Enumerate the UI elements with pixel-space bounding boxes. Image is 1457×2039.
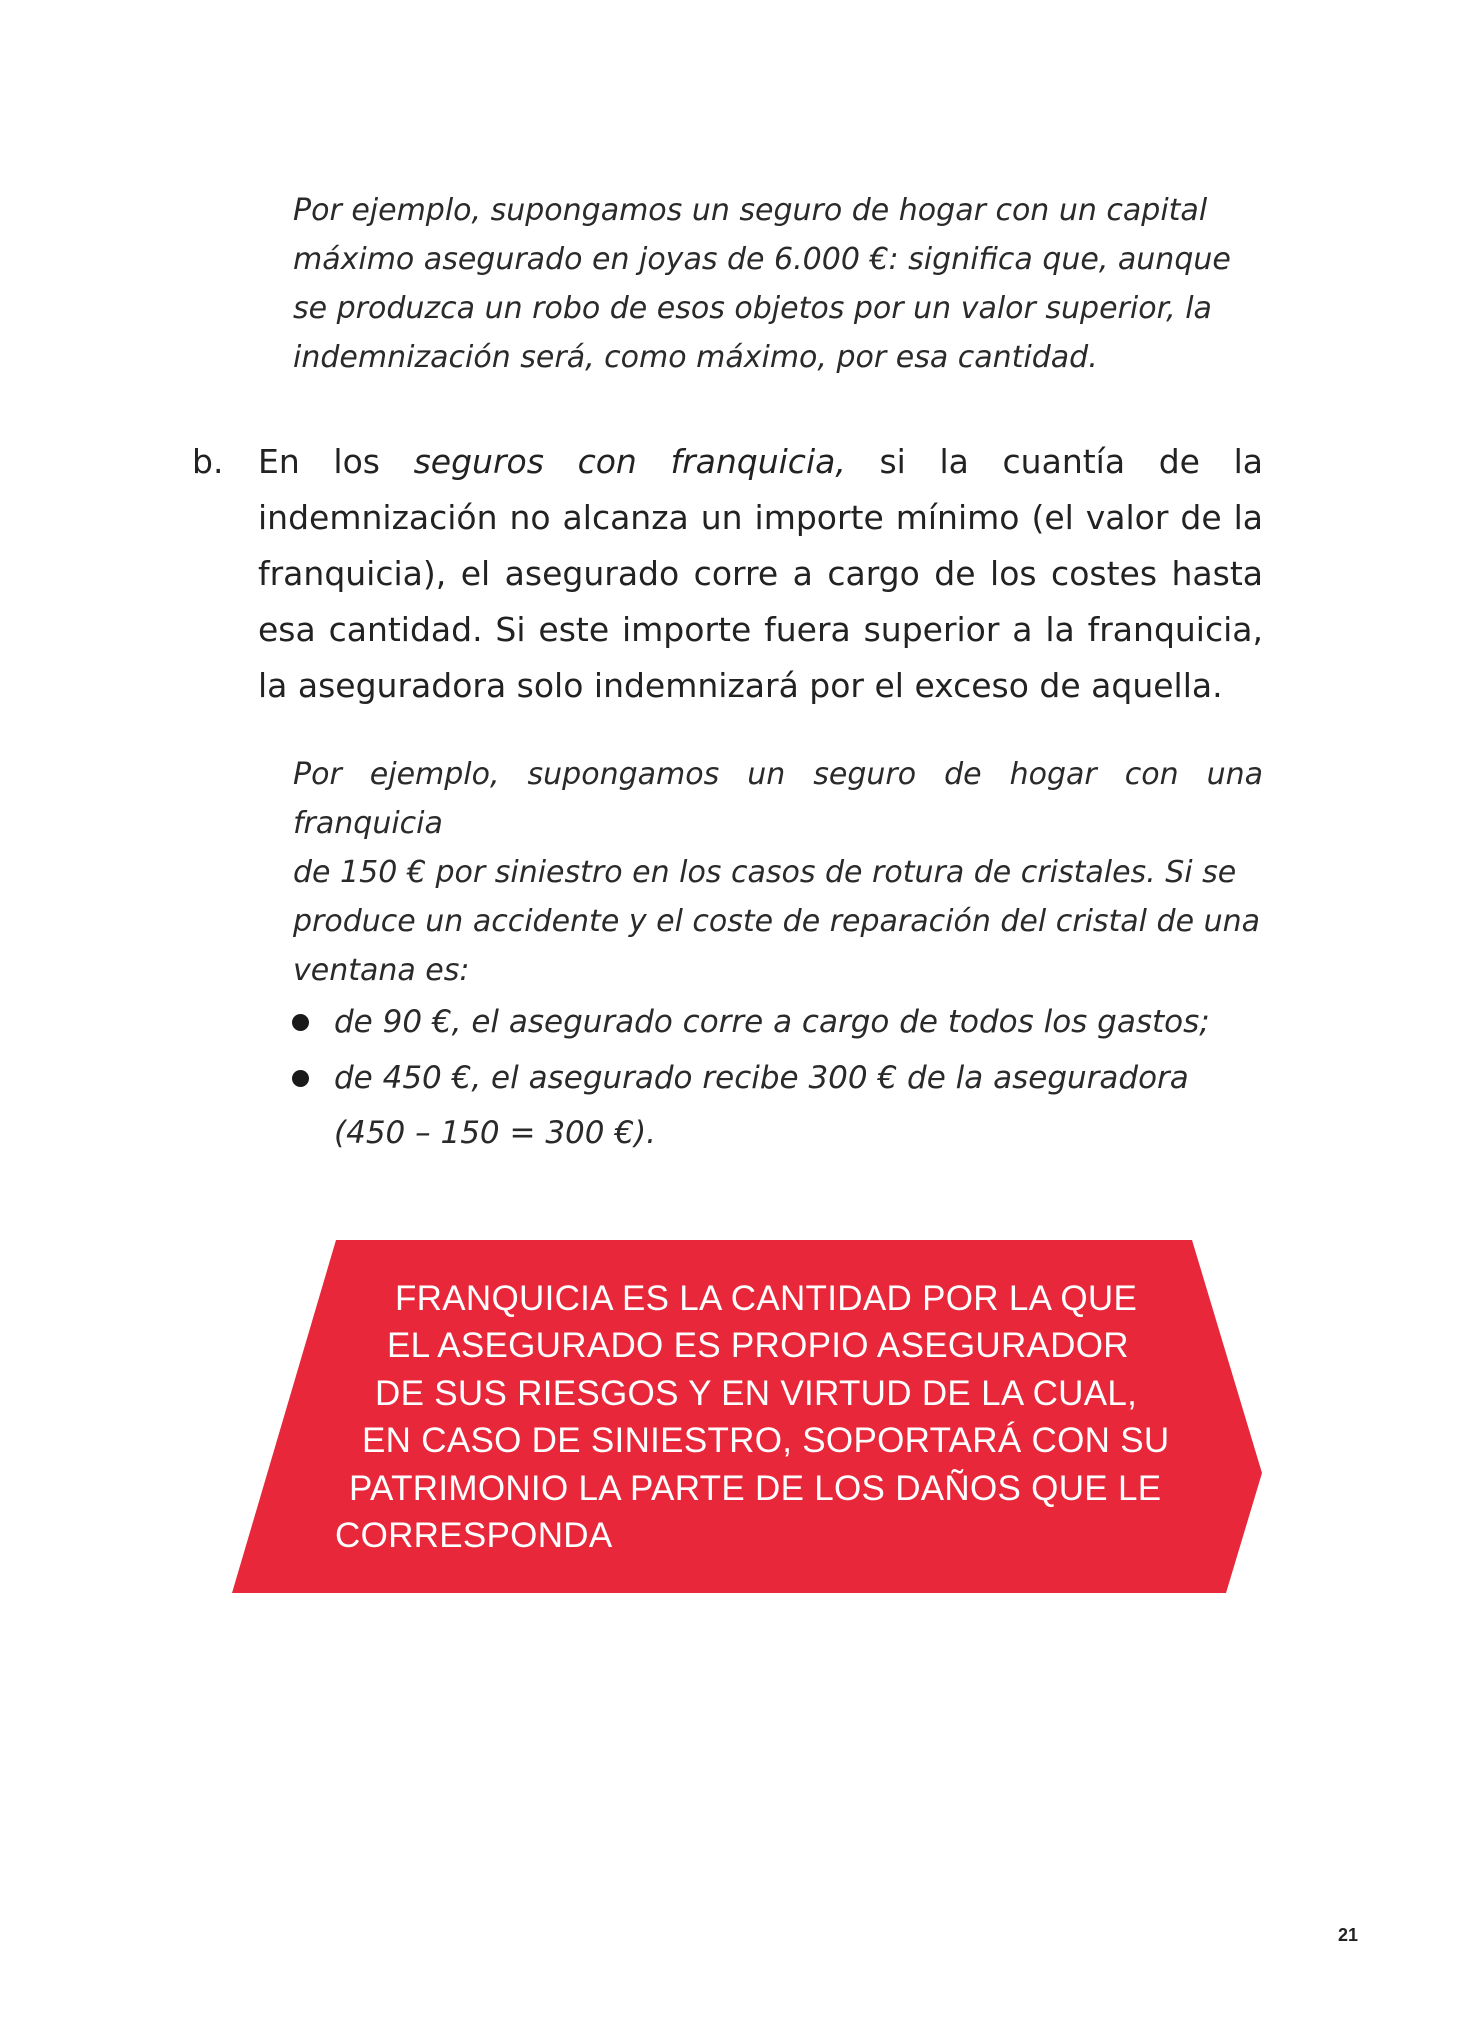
callout-line: PATRIMONIO LA PARTE DE LOS DAÑOS QUE LE: [349, 1469, 1162, 1508]
example-line: se produzca un robo de esos objetos por un valor superior, la: [293, 291, 1212, 326]
callout-line: EL ASEGURADO ES PROPIO ASEGURADOR: [387, 1326, 1129, 1365]
example-line: máximo asegurado en joyas de 6.000 €: significa que, aunque: [293, 242, 1231, 277]
callout-line: EN CASO DE SINIESTRO, SOPORTARÁ CON SU: [362, 1421, 1170, 1460]
bullet-text: de 90 €, el asegurado corre a cargo de todos los gastos;: [334, 1004, 1210, 1040]
bullet-dot-icon: [292, 1070, 309, 1087]
definition-callout: [232, 1240, 1262, 1595]
example-paragraph-franquicia: [293, 750, 1263, 995]
page-number: 21: [1338, 1925, 1359, 1945]
list-marker: b.: [192, 442, 224, 481]
bullet-dot-icon: [292, 1014, 309, 1031]
list-item-intro: En los: [258, 442, 414, 481]
callout-line: CORRESPONDA: [335, 1516, 613, 1555]
example-line: de 150 € por siniestro en los casos de rotura de cristales. Si se: [293, 855, 1237, 890]
list-item-emphasis: seguros con franquicia,: [413, 442, 846, 481]
example-line: Por ejemplo, supongamos un seguro de hogar con un capital: [293, 193, 1208, 228]
list-item-rest: si la cuantía de la indemnización no alcanza un importe mínimo (el valor de la franquicia), el asegurado corre a cargo de los costes hasta esa cantidad. Si este importe fuera superior a la franquicia, la aseguradora solo indemnizará por el exceso de aquella.: [258, 442, 1263, 705]
bullet-text: de 450 €, el asegurado recibe 300 € de la aseguradora (450 – 150 = 300 €).: [334, 1060, 1189, 1151]
bullet-item: [290, 1051, 1263, 1161]
example-line: ventana es:: [293, 953, 470, 988]
example-line: produce un accidente y el coste de reparación del cristal de una: [293, 904, 1261, 939]
example-paragraph-joyas: [293, 186, 1263, 382]
list-item-body: [258, 434, 1263, 714]
bullet-item: [290, 995, 1263, 1050]
bullet-list: [290, 995, 1263, 1162]
example-line: indemnización será, como máximo, por esa cantidad.: [293, 340, 1098, 375]
example-line: Por ejemplo, supongamos un seguro de hogar con una franquicia: [293, 757, 1263, 841]
callout-line: DE SUS RIESGOS Y EN VIRTUD DE LA CUAL,: [375, 1374, 1138, 1413]
callout-line: FRANQUICIA ES LA CANTIDAD POR LA QUE: [395, 1279, 1138, 1318]
